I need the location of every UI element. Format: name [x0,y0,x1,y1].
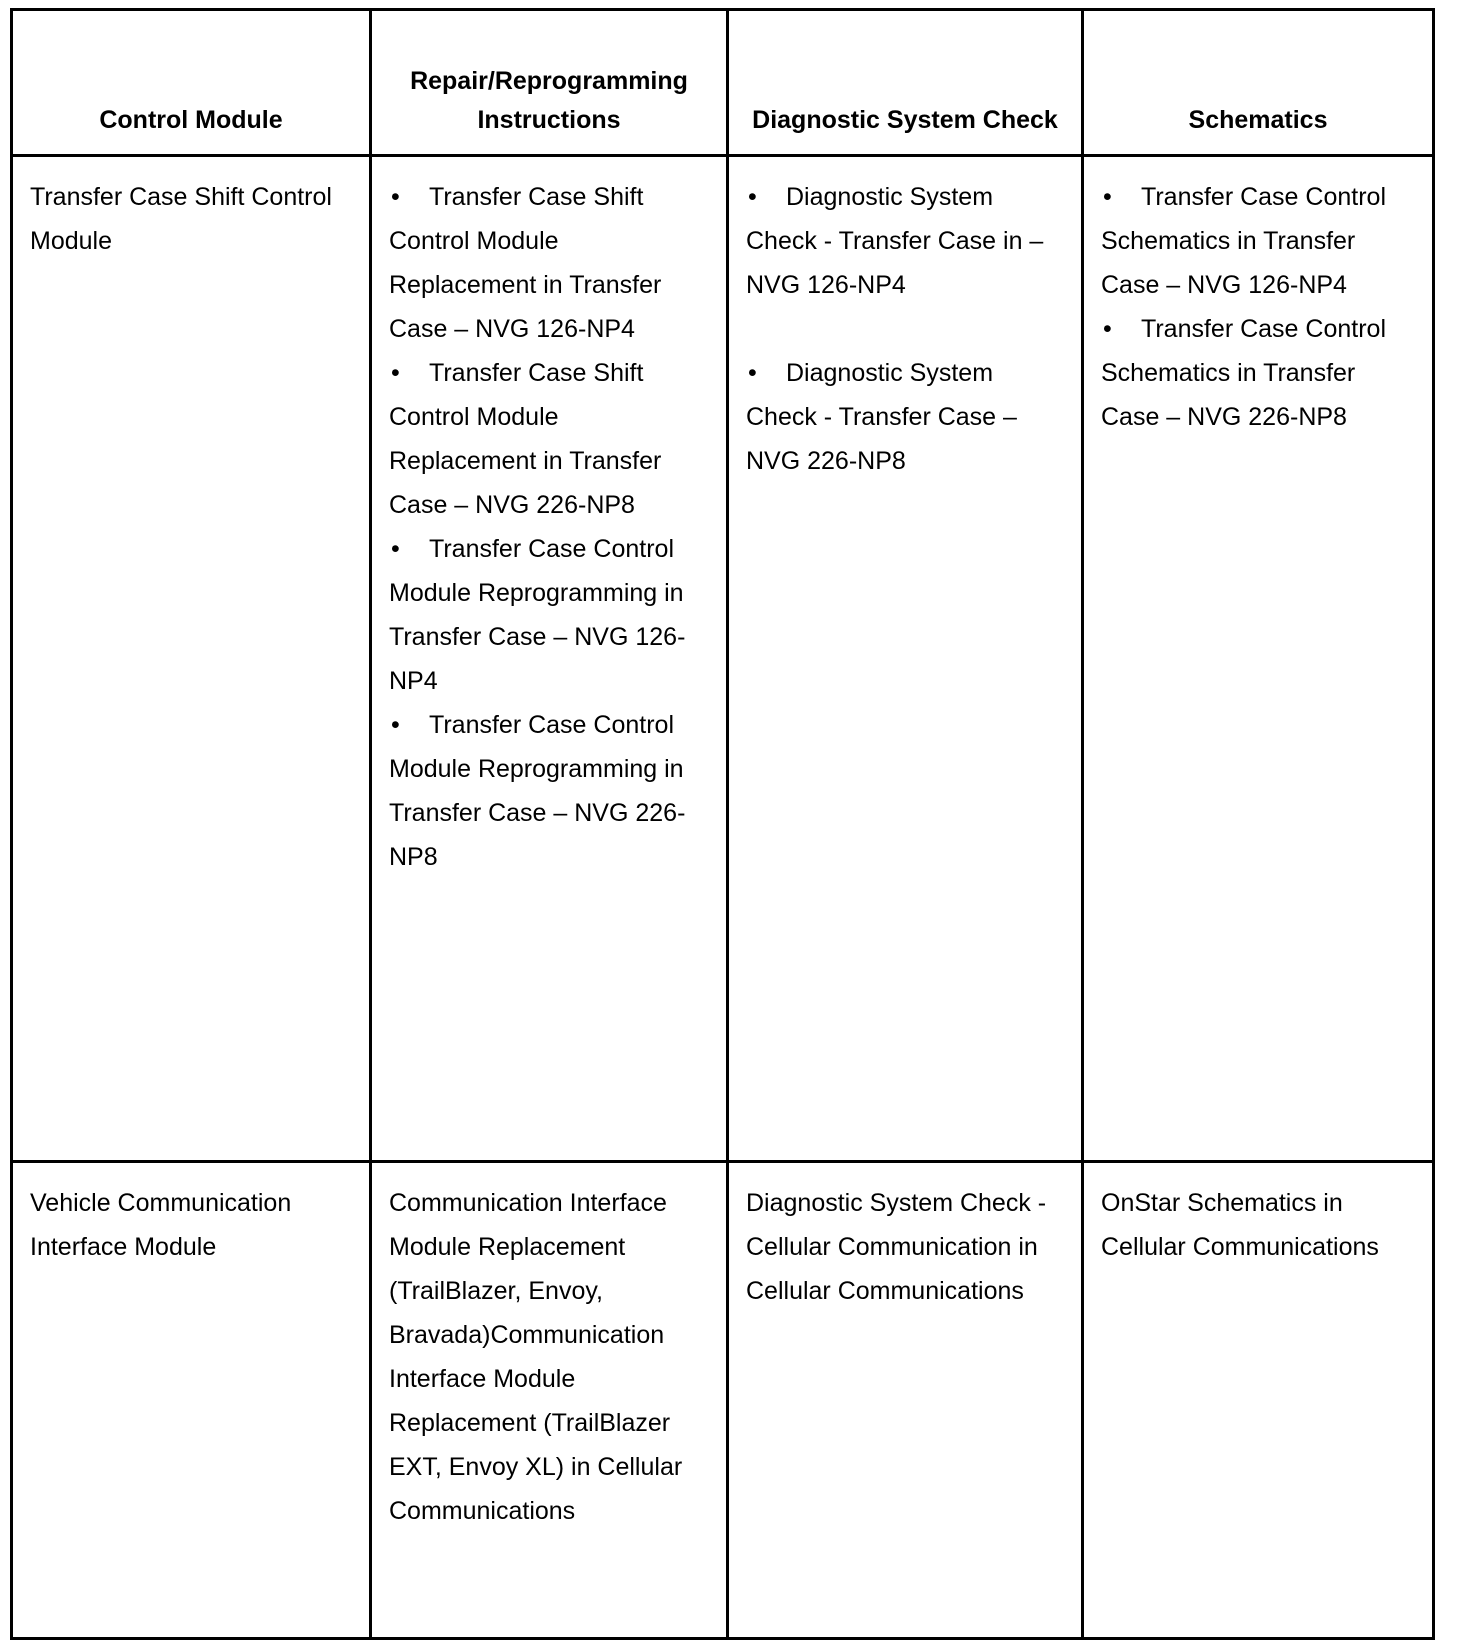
list-item [1101,307,1412,439]
list-item [1101,175,1412,307]
bullet-icon: • [391,183,400,211]
list-item [746,351,1061,483]
schematics-link-text[interactable]: OnStar Schematics in Cellular Communications [1101,1189,1379,1261]
control-module-name: Transfer Case Shift Control Module [30,183,332,255]
header-control-module: Control Module [12,10,371,156]
bullet-icon: • [1103,315,1112,343]
cell-repair-instructions [371,156,728,1162]
bullet-icon: • [391,711,400,739]
bullet-icon: • [1103,183,1112,211]
control-module-table [10,8,1435,1640]
cell-schematics [1083,1162,1434,1639]
diagnostic-link-text[interactable]: Diagnostic System Check - Cellular Communication in Cellular Communications [746,1189,1047,1305]
table-row [12,156,1434,1162]
cell-control-module [12,156,371,1162]
header-diagnostic-system-check: Diagnostic System Check [728,10,1083,156]
bullet-icon: • [391,535,400,563]
cell-control-module [12,1162,371,1639]
list-item [746,175,1061,307]
header-repair-instructions: Repair/Reprogramming Instructions [371,10,728,156]
table-row [12,1162,1434,1639]
repair-link-text[interactable]: Transfer Case Shift Control Module Replacement in Transfer Case – NVG 226-NP8 [389,359,662,519]
schematics-link-text[interactable]: Transfer Case Control Schematics in Transfer Case – NVG 226-NP8 [1101,315,1386,431]
schematics-link-text[interactable]: Transfer Case Control Schematics in Transfer Case – NVG 126-NP4 [1101,183,1386,299]
repair-link-text[interactable]: Transfer Case Control Module Reprogramming in Transfer Case – NVG 126-NP4 [389,535,686,695]
diagnostic-link-text[interactable]: Diagnostic System Check - Transfer Case – NVG 226-NP8 [746,359,1017,475]
repair-link-text[interactable]: Transfer Case Shift Control Module Replacement in Transfer Case – NVG 126-NP4 [389,183,662,343]
bullet-icon: • [748,359,757,387]
list-item [389,175,706,351]
repair-link-text[interactable]: Communication Interface Module Replacement (TrailBlazer, Envoy, Bravada)Communication Interface Module Replacement (TrailBlazer EXT, Envoy XL) in Cellular Communications [389,1189,683,1525]
repair-link-text[interactable]: Transfer Case Control Module Reprogramming in Transfer Case – NVG 226-NP8 [389,711,686,871]
cell-schematics [1083,156,1434,1162]
list-item [389,527,706,703]
header-schematics: Schematics [1083,10,1434,156]
bullet-icon: • [748,183,757,211]
diagnostic-link-text[interactable]: Diagnostic System Check - Transfer Case in – NVG 126-NP4 [746,183,1044,299]
control-module-name: Vehicle Communication Interface Module [30,1189,292,1261]
list-item [389,703,706,879]
list-item [389,351,706,527]
cell-diagnostic-system-check [728,156,1083,1162]
table-header-row [12,10,1434,156]
cell-diagnostic-system-check [728,1162,1083,1639]
bullet-icon: • [391,359,400,387]
cell-repair-instructions [371,1162,728,1639]
